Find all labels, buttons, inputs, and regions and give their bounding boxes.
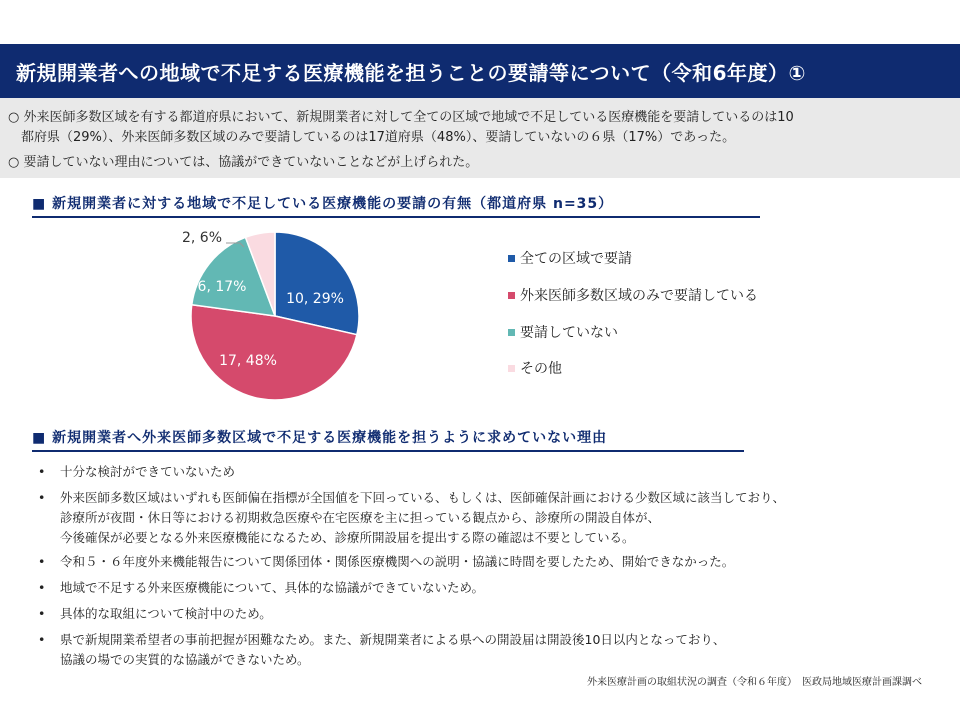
title-bar bbox=[0, 44, 960, 98]
legend-swatch bbox=[508, 329, 515, 336]
reason-text-line: 協議の場での実質的な協議ができないため。 bbox=[60, 652, 310, 667]
bullet-icon: • bbox=[38, 580, 46, 595]
summary-box bbox=[0, 98, 960, 178]
bullet-icon: • bbox=[38, 554, 46, 569]
pie-data-label-1: 10, 29% bbox=[286, 291, 344, 307]
legend-swatch bbox=[508, 255, 515, 262]
legend-item-2 bbox=[508, 285, 758, 305]
summary-line-3: ○ 要請していない理由については、協議ができていないことなどが上げられた。 bbox=[8, 155, 479, 170]
legend-label: 要請していない bbox=[520, 325, 618, 341]
legend-swatch bbox=[508, 365, 515, 372]
reason-text-line: 県で新規開業希望者の事前把握が困難なため。また、新規開業者による県への開設届は開設後10日以内となっており、 bbox=[60, 632, 726, 647]
reason-item bbox=[38, 488, 785, 548]
legend-label: 全ての区域で要請 bbox=[520, 251, 632, 267]
source-note: 外来医療計画の取組状況の調査（令和６年度） 医政局地域医療計画課調べ bbox=[587, 677, 922, 688]
bullet-icon: • bbox=[38, 606, 46, 621]
legend-swatch bbox=[508, 292, 515, 299]
reason-item bbox=[38, 630, 725, 670]
legend-label: 外来医師多数区域のみで要請している bbox=[520, 288, 758, 304]
reasons-section-heading: ■ 新規開業者へ外来医師多数区域で不足する医療機能を担うように求めていない理由 bbox=[32, 430, 608, 446]
reason-item bbox=[38, 604, 272, 624]
reason-text-line: 診療所が夜間・休日等における初期救急医療や在宅医療を主に担っている観点から、診療所の開設自体が、 bbox=[60, 510, 661, 525]
bullet-icon: • bbox=[38, 490, 46, 505]
reason-text-line: 十分な検討ができていないため bbox=[60, 464, 236, 479]
reason-item bbox=[38, 552, 734, 572]
page-title: 新規開業者への地域で不足する医療機能を担うことの要請等について（令和6年度）① bbox=[16, 60, 806, 85]
legend-item-1 bbox=[508, 248, 632, 268]
pie-data-label-2: 17, 48% bbox=[219, 353, 277, 369]
reason-item bbox=[38, 462, 235, 482]
summary-line-1: ○ 外来医師多数区域を有する都道府県において、新規開業者に対して全ての区域で地域で不足している医療機能を要請しているのは10 bbox=[8, 110, 794, 125]
reason-text-line: 今後確保が必要となる外来医療機能になるため、診療所開設届を提出する際の確認は不要としている。 bbox=[60, 530, 635, 545]
chart-section-heading: ■ 新規開業者に対する地域で不足している医療機能の要請の有無（都道府県 n=35） bbox=[32, 196, 614, 212]
chart-section-underline bbox=[32, 216, 760, 218]
pie-chart bbox=[180, 225, 380, 425]
reasons-section-underline bbox=[32, 450, 744, 452]
reason-item bbox=[38, 578, 484, 598]
bullet-icon: • bbox=[38, 464, 46, 479]
pie-data-label-4: 2, 6% bbox=[181, 230, 223, 246]
reason-text-line: 地域で不足する外来医療機能について、具体的な協議ができていないため。 bbox=[60, 580, 485, 595]
legend-item-3 bbox=[508, 322, 618, 342]
bullet-icon: • bbox=[38, 632, 46, 647]
legend-label: その他 bbox=[520, 361, 562, 377]
pie-data-label-3: 6, 17% bbox=[197, 279, 247, 295]
legend-item-4 bbox=[508, 358, 562, 378]
summary-line-2: 都府県（29%）、外来医師多数区域のみで要請しているのは17道府県（48%）、要請していないの６県（17%）であった。 bbox=[8, 130, 736, 145]
reason-text-line: 外来医師多数区域はいずれも医師偏在指標が全国値を下回っている、もしくは、医師確保計画における少数区域に該当しており、 bbox=[60, 490, 786, 505]
reason-text-line: 令和５・６年度外来機能報告について関係団体・関係医療機関への説明・協議に時間を要したため、開始できなかった。 bbox=[60, 554, 735, 569]
reason-text-line: 具体的な取組について検討中のため。 bbox=[60, 606, 272, 621]
